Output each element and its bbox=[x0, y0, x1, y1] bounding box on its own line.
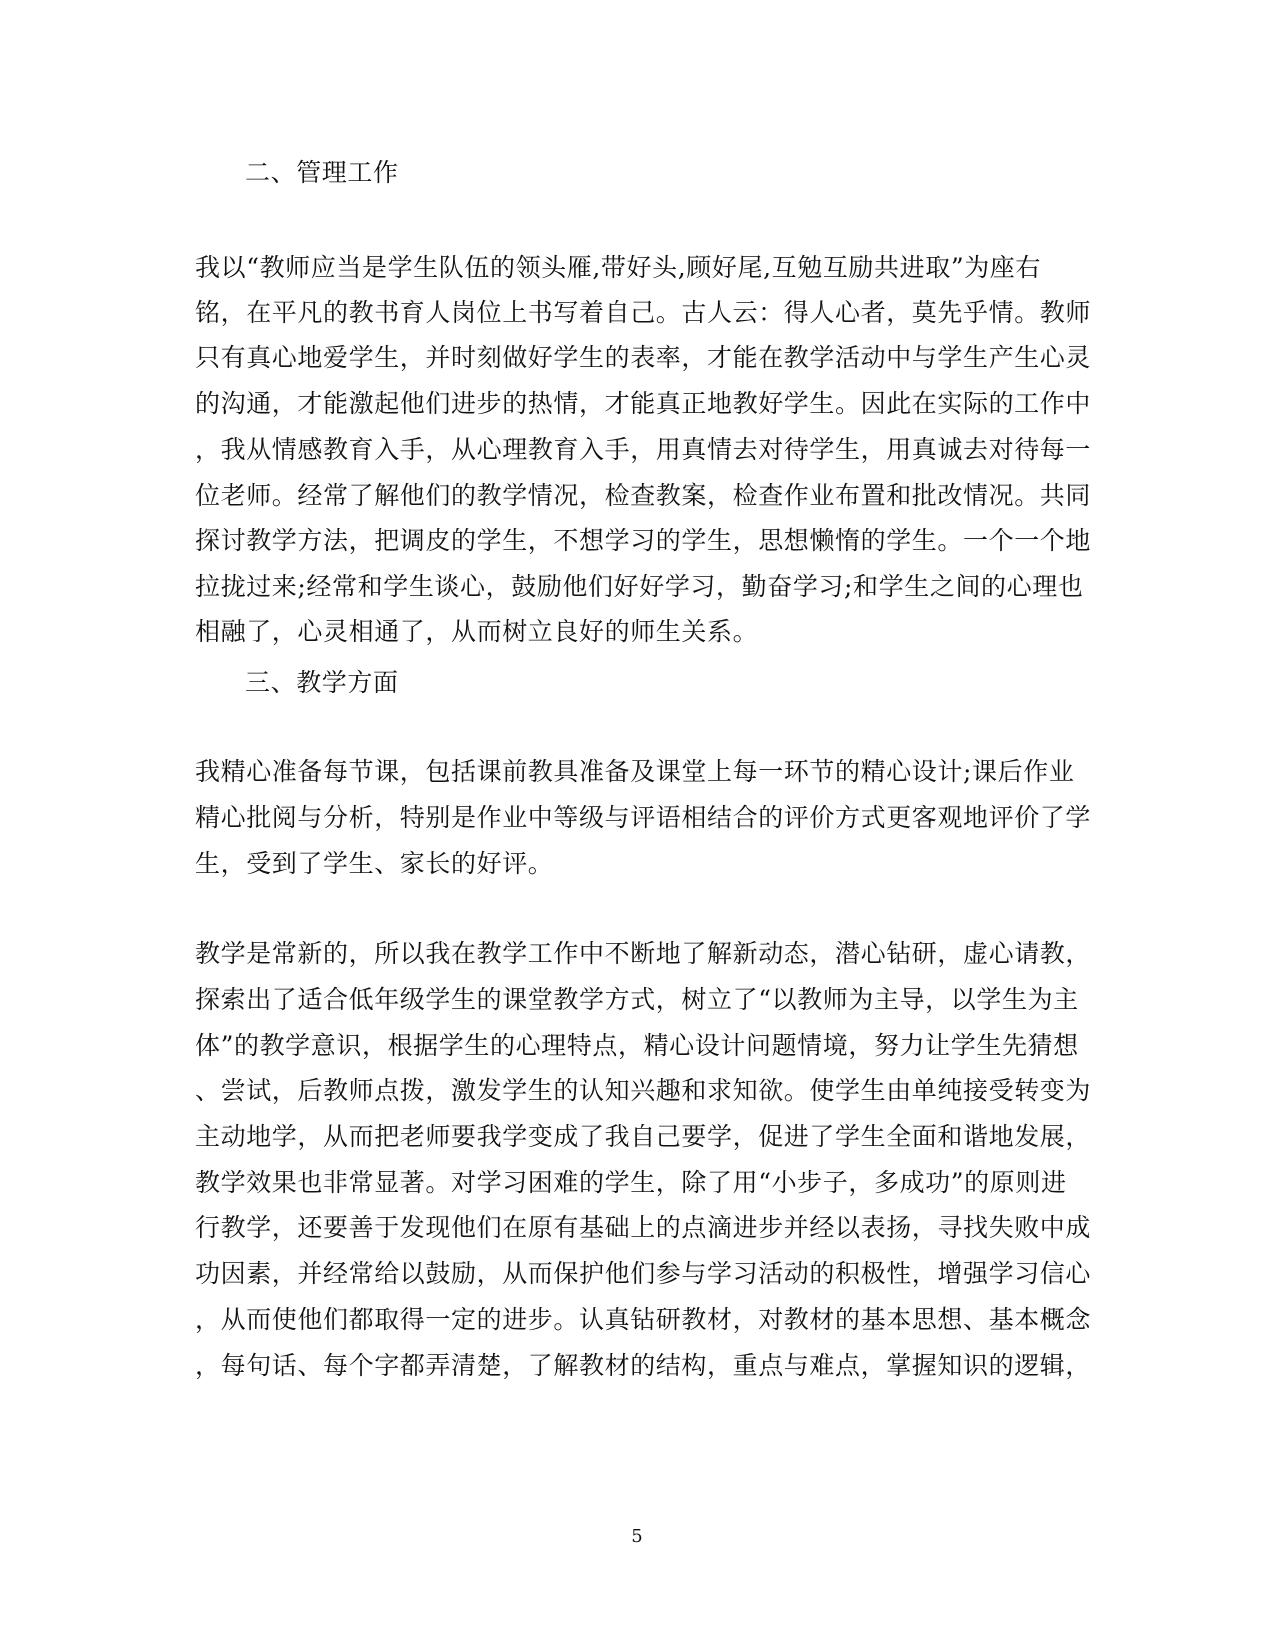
paragraph-line: 我以“教师应当是学生队伍的领头雁,带好头,顾好尾,互勉互励共进取”为座右 bbox=[195, 253, 1042, 282]
paragraph-line: 的沟通，才能激起他们进步的热情，才能真正地教好学生。因此在实际的工作中 bbox=[195, 389, 1092, 418]
paragraph-line: 铭，在平凡的教书育人岗位上书写着自己。古人云：得人心者，莫先乎情。教师 bbox=[195, 298, 1092, 327]
paragraph-line: 功因素，并经常给以鼓励，从而保护他们参与学习活动的积极性，增强学习信心 bbox=[195, 1259, 1092, 1288]
paragraph-line: ，每句话、每个字都弄清楚，了解教材的结构，重点与难点，掌握知识的逻辑， bbox=[195, 1351, 1092, 1380]
paragraph-line: 位老师。经常了解他们的教学情况，检查教案，检查作业布置和批改情况。共同 bbox=[195, 481, 1092, 510]
paragraph-line: 精心批阅与分析，特别是作业中等级与评语相结合的评价方式更客观地评价了学 bbox=[195, 803, 1092, 832]
paragraph-line: 、尝试，后教师点拨，激发学生的认知兴趣和求知欲。使学生由单纯接受转变为 bbox=[195, 1076, 1092, 1105]
paragraph-line: 行教学，还要善于发现他们在原有基础上的点滴进步并经以表扬，寻找失败中成 bbox=[195, 1213, 1092, 1242]
paragraph-line: 教学效果也非常显著。对学习困难的学生，除了用“小步子，多成功”的原则进 bbox=[195, 1168, 1067, 1197]
paragraph-line: 探讨教学方法，把调皮的学生，不想学习的学生，思想懒惰的学生。一个一个地 bbox=[195, 526, 1092, 555]
page-number: 5 bbox=[631, 1526, 643, 1547]
paragraph-line: 探索出了适合低年级学生的课堂教学方式，树立了“以教师为主导，以学生为主 bbox=[195, 985, 1079, 1014]
section-heading: 二、管理工作 bbox=[245, 158, 399, 187]
paragraph-line: 教学是常新的，所以我在教学工作中不断地了解新动态，潜心钻研，虚心请教， bbox=[195, 939, 1092, 968]
paragraph-line: 拉拢过来;经常和学生谈心，鼓励他们好好学习，勤奋学习;和学生之间的心理也 bbox=[195, 572, 1084, 601]
paragraph-line: 我精心准备每节课，包括课前教具准备及课堂上每一环节的精心设计;课后作业 bbox=[195, 757, 1075, 786]
section-heading: 三、教学方面 bbox=[245, 668, 399, 697]
paragraph-line: 只有真心地爱学生，并时刻做好学生的表率，才能在教学活动中与学生产生心灵 bbox=[195, 343, 1092, 372]
paragraph-line: ，从而使他们都取得一定的进步。认真钻研教材，对教材的基本思想、基本概念 bbox=[195, 1305, 1092, 1334]
paragraph-line: ，我从情感教育入手，从心理教育入手，用真情去对待学生，用真诚去对待每一 bbox=[195, 435, 1092, 464]
paragraph-line: 生，受到了学生、家长的好评。 bbox=[195, 849, 554, 878]
paragraph-line: 相融了，心灵相通了，从而树立良好的师生关系。 bbox=[195, 617, 759, 646]
paragraph-line: 主动地学，从而把老师要我学变成了我自己要学，促进了学生全面和谐地发展， bbox=[195, 1122, 1092, 1151]
paragraph-line: 体”的教学意识，根据学生的心理特点，精心设计问题情境，努力让学生先猜想 bbox=[195, 1031, 1079, 1060]
